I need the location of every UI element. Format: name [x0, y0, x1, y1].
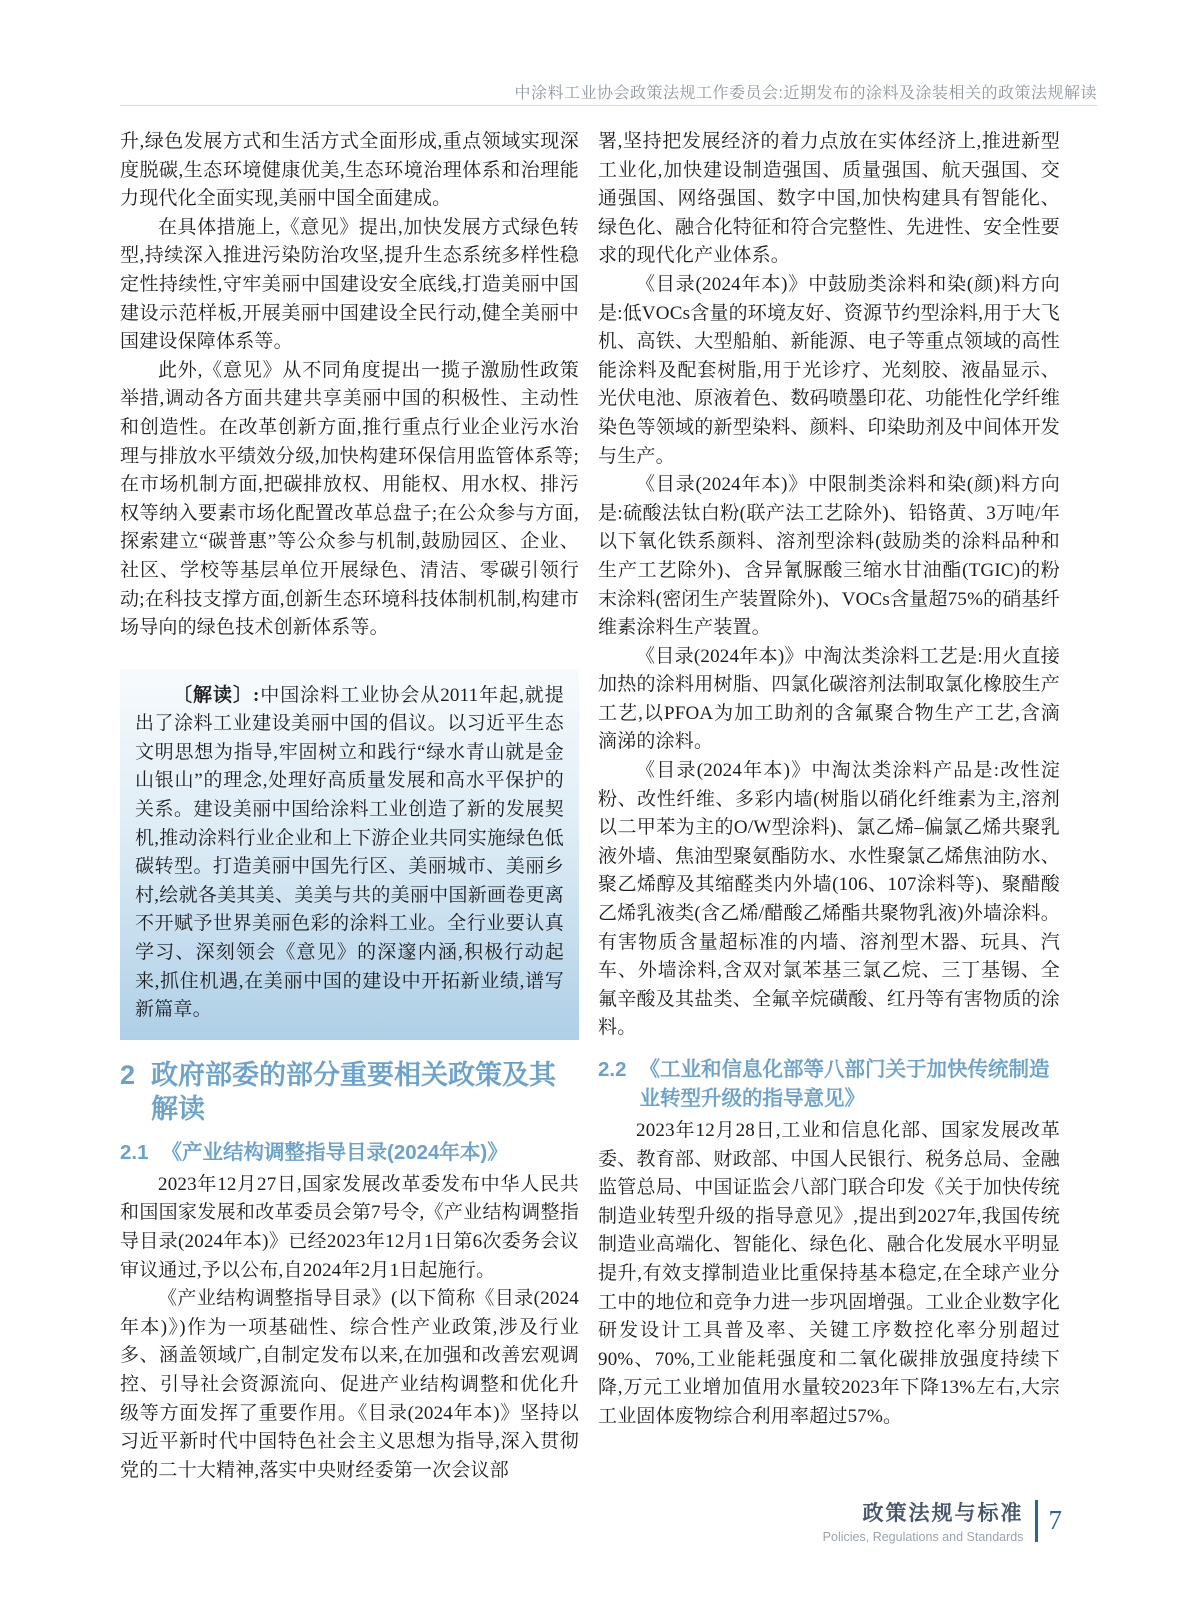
subsection-title: 《工业和信息化部等八部门关于加快传统制造业转型升级的指导意见》 — [639, 1058, 1050, 1110]
footer-divider-bar — [1035, 1500, 1038, 1542]
paragraph: 在具体措施上,《意见》提出,加快发展方式绿色转型,持续深入推进污染防治攻坚,提升生态系统多样性稳定性持续性,守牢美丽中国建设安全底线,打造美丽中国建设示范样板,开展美丽中国建设全民行动,健全美丽中国建设保障体系等。 — [120, 216, 579, 353]
subsection-heading-2-2 — [598, 1055, 1060, 1113]
section-number: 2 — [120, 1059, 136, 1090]
running-header: 中涂料工业协会政策法规工作委员会:近期发布的涂料及涂装相关的政策法规解读 — [514, 85, 1097, 102]
header-divider — [120, 105, 1097, 106]
section-heading-2 — [120, 1058, 579, 1126]
paragraph: 《目录(2024年本)》中限制类涂料和染(颜)料方向是:硫酸法钛白粉(联产法工艺除外)、铅铬黄、3万吨/年以下氧化铁系颜料、溶剂型涂料(鼓励类的涂料品种和生产工艺除外)、含异氰脲酸三缩水甘油酯(TGIC)的粉末涂料(密闭生产装置除外)、VOCs含量超75%的硝基纤维素涂料生产装置。 — [598, 474, 1060, 639]
paragraph: 2023年12月28日,工业和信息化部、国家发展改革委、教育部、财政部、中国人民银行、税务总局、金融监管总局、中国证监会八部门联合印发《关于加快传统制造业转型升级的指导意见》,提出到2027年,我国传统制造业高端化、智能化、绿色化、融合化发展水平明显提升,有效支撑制造业比重保持基本稳定,在全球产业分工中的地位和竞争力进一步巩固增强。工业企业数字化研发设计工具普及率、关键工序数控化率分别超过90%、70%,工业能耗强度和二氧化碳排放强度持续下降,万元工业增加值用水量较2023年下降13%左右,大宗工业固体废物综合利用率超过57%。 — [598, 1120, 1060, 1427]
paragraph: 《目录(2024年本)》中淘汰类涂料产品是:改性淀粉、改性纤维、多彩内墙(树脂以硝化纤维素为主,溶剂以二甲苯为主的O/W型涂料)、氯乙烯–偏氯乙烯共聚乳液外墙、焦油型聚氨酯防水、水性聚氯乙烯焦油防水、聚乙烯醇及其缩醛类内外墙(106、107涂料等)、聚醋酸乙烯乳液类(含乙烯/醋酸乙烯酯共聚物乳液)外墙涂料。有害物质含量超标准的内墙、溶剂型木器、玩具、汽车、外墙涂料,含双对氯苯基三氯乙烷、三丁基锡、全氟辛酸及其盐类、全氟辛烷磺酸、红丹等有害物质的涂料。 — [598, 760, 1060, 1039]
section-title: 政府部委的部分重要相关政策及其解读 — [151, 1059, 557, 1124]
interpretation-label: 〔解读〕: — [173, 684, 260, 706]
footer-section-titles — [823, 1497, 1024, 1544]
page-number: 7 — [1048, 1505, 1062, 1535]
paragraph: 此外,《意见》从不同角度提出一揽子激励性政策举措,调动各方面共建共享美丽中国的积极性、主动性和创造性。在改革创新方面,推行重点行业企业污水治理与排放水平绩效分级,加快构建环保信用监管体系等;在市场机制方面,把碳排放权、用能权、用水权、排污权等纳入要素市场化配置改革总盘子;在公众参与方面,探索建立“碳普惠”等公众参与机制,鼓励园区、企业、社区、学校等基层单位开展绿色、清洁、零碳引领行动;在科技支撑方面,创新生态环境科技体制机制,构建市场导向的绿色技术创新体系等。 — [120, 359, 579, 639]
paragraph: 2023年12月27日,国家发展改革委发布中华人民共和国国家发展和改革委员会第7号令,《产业结构调整指导目录(2024年本)》已经2023年12月1日第6次委务会议审议通过,予以公布,自2024年2月1日起施行。 — [120, 1173, 579, 1281]
paragraph: 《目录(2024年本)》中鼓励类涂料和染(颜)料方向是:低VOCs含量的环境友好、资源节约型涂料,用于大飞机、高铁、大型船舶、新能源、电子等重点领域的高性能涂料及配套树脂,用于光诊疗、光刻胶、液晶显示、光伏电池、原液着色、数码喷墨印花、功能性化学纤维染色等领域的新型染料、颜料、印染助剂及中间体开发与生产。 — [598, 273, 1060, 467]
subsection-number: 2.2 — [598, 1058, 627, 1081]
subsection-heading-2-1 — [120, 1138, 579, 1167]
paragraph: 《目录(2024年本)》中淘汰类涂料工艺是:用火直接加热的涂料用树脂、四氯化碳溶剂法制取氯化橡胶生产工艺,以PFOA为加工助剂的含氟聚合物生产工艺,含滴滴涕的涂料。 — [598, 645, 1060, 753]
interpretation-body: 中国涂料工业协会从2011年起,就提出了涂料工业建设美丽中国的倡议。以习近平生态文明思想为指导,牢固树立和践行“绿水青山就是金山银山”的理念,处理好高质量发展和高水平保护的关系。建设美丽中国给涂料工业创造了新的发展契机,推动涂料行业企业和上下游企业共同实施绿色低碳转型。打造美丽中国先行区、美丽城市、美丽乡村,绘就各美其美、美美与共的美丽中国新画卷更离不开赋予世界美丽色彩的涂料工业。全行业要认真学习、深刻领会《意见》的深邃内涵,积极行动起来,抓住机遇,在美丽中国的建设中开拓新业绩,谱写新篇章。 — [135, 684, 565, 1021]
subsection-number: 2.1 — [120, 1140, 149, 1164]
interpretation-text — [135, 682, 564, 1025]
footer-title-cn: 政策法规与标准 — [862, 1502, 1024, 1525]
paragraph: 升,绿色发展方式和生活方式全面形成,重点领域实现深度脱碳,生态环境健康优美,生态环境治理体系和治理能力现代化全面实现,美丽中国全面建成。 — [120, 131, 579, 210]
interpretation-box — [120, 669, 579, 1040]
footer-title-en: Policies, Regulations and Standards — [822, 1530, 1024, 1544]
paragraph: 署,坚持把发展经济的着力点放在实体经济上,推进新型工业化,加快建设制造强国、质量强国、航天强国、交通强国、网络强国、数字中国,加快构建具有智能化、绿色化、融合化特征和符合完整性、先进性、安全性要求的现代化产业体系。 — [598, 131, 1060, 267]
subsection-title: 《产业结构调整指导目录(2024年本)》 — [161, 1140, 508, 1164]
right-column — [598, 128, 1060, 1432]
left-column — [120, 128, 579, 1485]
page-footer — [823, 1497, 1062, 1544]
paragraph: 《产业结构调整指导目录》(以下简称《目录(2024年本)》)作为一项基础性、综合性产业政策,涉及行业多、涵盖领域广,自制定发布以来,在加强和改善宏观调控、引导社会资源流向、促进产业结构调整和优化升级等方面发挥了重要作用。《目录(2024年本)》坚持以习近平新时代中国特色社会主义思想为指导,深入贯彻党的二十大精神,落实中央财经委第一次会议部 — [120, 1288, 579, 1481]
